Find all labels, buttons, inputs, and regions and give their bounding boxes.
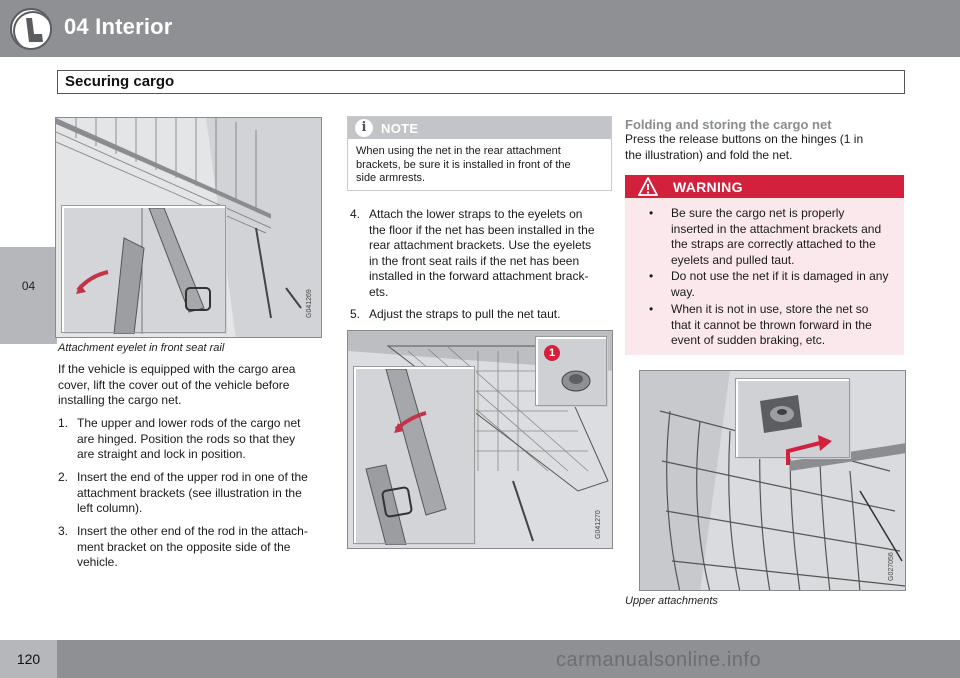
figure-attachment-eyelet — [55, 117, 322, 338]
warning-triangle-icon — [638, 177, 658, 196]
text-line: in the front seat rails if the net has been — [369, 253, 580, 268]
figure-upper-attachments — [639, 370, 906, 591]
info-icon: i — [355, 119, 373, 137]
text-line: When using the net in the rear attachment — [356, 145, 561, 157]
note-title: NOTE — [381, 121, 419, 136]
text-line: attachment brackets (see illustration in the — [77, 485, 302, 500]
figure-caption: Upper attachments — [625, 595, 718, 607]
list-number: 1. — [58, 416, 69, 430]
section-title: Securing cargo — [65, 73, 175, 90]
direction-arrow-icon — [780, 431, 840, 471]
section-bar — [57, 70, 905, 94]
warning-bullet — [649, 302, 901, 350]
intro-paragraph — [58, 362, 320, 409]
text-line: installing the cargo net. — [58, 393, 182, 407]
list-item — [350, 207, 614, 302]
text-line: are hinged. Position the rods so that they — [77, 431, 296, 446]
text-line: If the vehicle is equipped with the cargo area — [58, 362, 296, 376]
text-line: Press the release buttons on the hinges (1 in — [625, 132, 864, 146]
chapter-title: 04 Interior — [64, 14, 173, 39]
text-line: way. — [671, 284, 695, 299]
callout-badge — [544, 345, 560, 361]
text-line: the floor if the net has been installed in the — [369, 222, 595, 237]
watermark: carmanualsonline.info — [556, 649, 762, 671]
note-text — [356, 145, 608, 186]
text-line: the straps are correctly attached to the — [671, 237, 876, 251]
text-line: ets. — [369, 284, 389, 299]
text-line: The upper and lower rods of the cargo net — [77, 416, 301, 430]
text-line: When it is not in use, store the net so — [671, 302, 869, 316]
text-line: installed in the forward attachment brack- — [369, 269, 589, 283]
text-line: Be sure the cargo net is properly — [671, 206, 845, 220]
bullet-dot: • — [649, 206, 654, 220]
bullet-dot: • — [649, 269, 654, 283]
text-line: Insert the end of the upper rod in one of the — [77, 470, 308, 484]
page-number: 120 — [16, 651, 41, 667]
figure-code: G041270 — [595, 510, 602, 539]
side-strip — [0, 57, 57, 640]
text-line: Attach the lower straps to the eyelets on — [369, 207, 583, 221]
chapter-tab-label: 04 — [21, 279, 36, 293]
list-item — [58, 470, 323, 518]
warning-box — [625, 175, 904, 355]
callout-number: 1 — [548, 347, 556, 359]
text-line: Adjust the straps to pull the net taut. — [369, 307, 561, 321]
text-line: vehicle. — [77, 555, 118, 569]
note-box — [347, 116, 612, 191]
text-line: the illustration) and fold the net. — [625, 147, 793, 162]
chapter-tab — [0, 247, 57, 344]
text-line: that it cannot be thrown forward in the — [671, 317, 872, 332]
list-number: 4. — [350, 207, 361, 221]
note-header — [348, 117, 611, 139]
text-line: brackets, be sure it is installed in front of the — [356, 158, 571, 171]
list-item — [350, 307, 614, 323]
subheading: Folding and storing the cargo net — [625, 117, 832, 132]
text-line: side armrests. — [356, 172, 426, 184]
text-line: event of sudden braking, etc. — [671, 333, 826, 347]
text-line: rear attachment brackets. Use the eyelets — [369, 238, 592, 252]
figure-inset-release-button — [536, 337, 606, 405]
text-line: left column). — [77, 501, 143, 515]
bullet-dot: • — [649, 302, 654, 316]
right-intro — [625, 132, 905, 163]
figure-inset — [354, 367, 474, 543]
warning-bullet — [649, 269, 901, 301]
figure-net-straps — [347, 330, 613, 549]
list-number: 3. — [58, 524, 69, 538]
figure-code: G027056 — [888, 552, 895, 581]
list-item — [58, 416, 323, 464]
figure-code: G041269 — [306, 289, 313, 318]
list-number: 2. — [58, 470, 69, 484]
text-line: cover, lift the cover out of the vehicle before — [58, 377, 290, 392]
footer-band — [57, 640, 960, 678]
car-seat-icon — [10, 8, 52, 50]
warning-bullet — [649, 206, 901, 270]
figure-caption: Attachment eyelet in front seat rail — [58, 342, 225, 354]
text-line: Insert the other end of the rod in the attach- — [77, 524, 308, 538]
warning-title: WARNING — [673, 179, 743, 195]
list-number: 5. — [350, 307, 361, 321]
text-line: are straight and lock in position. — [77, 447, 246, 461]
text-line: ment bracket on the opposite side of the — [77, 539, 291, 554]
text-line: inserted in the attachment brackets and — [671, 221, 882, 236]
text-line: eyelets and pulled taut. — [671, 252, 795, 267]
list-item — [58, 524, 323, 572]
text-line: Do not use the net if it is damaged in any — [671, 269, 889, 283]
figure-inset — [62, 206, 225, 332]
warning-header — [625, 175, 904, 198]
